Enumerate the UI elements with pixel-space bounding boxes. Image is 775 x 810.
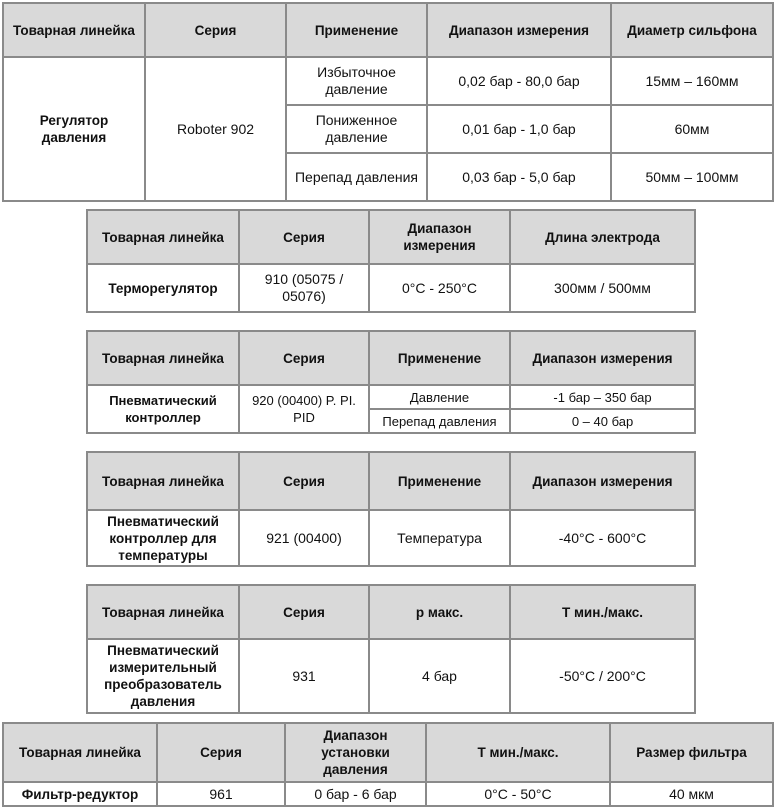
t-min-max-cell: -50°C / 200°C <box>510 639 695 713</box>
col-measuring-range: Диапазон измерения <box>427 3 611 57</box>
diameter-cell: 50мм – 100мм <box>611 153 773 201</box>
p-max-cell: 4 бар <box>369 639 510 713</box>
product-line-cell: Пневматический измерительный преобразователь давления <box>87 639 239 713</box>
range-cell: 0,03 бар - 5,0 бар <box>427 153 611 201</box>
col-electrode-length: Длина электрода <box>510 210 695 264</box>
electrode-length-cell: 300мм / 500мм <box>510 264 695 312</box>
col-bellows-diameter: Диаметр сильфона <box>611 3 773 57</box>
col-product-line: Товарная линейка <box>87 452 239 510</box>
filter-size-cell: 40 мкм <box>610 782 773 806</box>
series-cell: 961 <box>157 782 285 806</box>
pressure-setting-cell: 0 бар - 6 бар <box>285 782 426 806</box>
range-cell: 0°C - 250°C <box>369 264 510 312</box>
pneumatic-controller-table <box>86 330 696 434</box>
col-application: Применение <box>369 331 510 385</box>
col-t-min-max: T мин./макс. <box>426 723 610 782</box>
pressure-transducer-table <box>86 584 696 714</box>
col-pressure-setting-range: Диапазон установки давления <box>285 723 426 782</box>
range-cell: 0 – 40 бар <box>510 409 695 433</box>
col-product-line: Товарная линейка <box>87 331 239 385</box>
series-cell: 921 (00400) <box>239 510 369 566</box>
col-product-line: Товарная линейка <box>87 585 239 639</box>
filter-regulator-table <box>2 722 774 807</box>
product-line-cell: Пневматический контроллер для температуры <box>87 510 239 566</box>
temperature-controller-table <box>86 451 696 567</box>
col-measuring-range: Диапазон измерения <box>510 331 695 385</box>
col-series: Серия <box>157 723 285 782</box>
t-min-max-cell: 0°C - 50°C <box>426 782 610 806</box>
series-cell: 920 (00400) P. PI. PID <box>239 385 369 433</box>
application-cell: Температура <box>369 510 510 566</box>
application-cell: Давление <box>369 385 510 409</box>
series-cell: Roboter 902 <box>145 57 286 201</box>
col-product-line: Товарная линейка <box>3 3 145 57</box>
range-cell: 0,02 бар - 80,0 бар <box>427 57 611 105</box>
thermoregulator-table <box>86 209 696 313</box>
application-cell: Пониженное давление <box>286 105 427 153</box>
col-series: Серия <box>239 585 369 639</box>
col-filter-size: Размер фильтра <box>610 723 773 782</box>
application-cell: Перепад давления <box>369 409 510 433</box>
product-line-cell: Регулятор давления <box>3 57 145 201</box>
col-series: Серия <box>145 3 286 57</box>
application-cell: Избыточное давление <box>286 57 427 105</box>
col-t-min-max: T мин./макс. <box>510 585 695 639</box>
range-cell: 0,01 бар - 1,0 бар <box>427 105 611 153</box>
series-cell: 910 (05075 / 05076) <box>239 264 369 312</box>
col-application: Применение <box>286 3 427 57</box>
col-p-max: p макс. <box>369 585 510 639</box>
pressure-regulator-table <box>2 2 774 202</box>
col-series: Серия <box>239 331 369 385</box>
application-cell: Перепад давления <box>286 153 427 201</box>
diameter-cell: 60мм <box>611 105 773 153</box>
col-measuring-range: Диапазон измерения <box>510 452 695 510</box>
col-application: Применение <box>369 452 510 510</box>
col-series: Серия <box>239 210 369 264</box>
product-line-cell: Терморегулятор <box>87 264 239 312</box>
series-cell: 931 <box>239 639 369 713</box>
col-measuring-range: Диапазон измерения <box>369 210 510 264</box>
product-line-cell: Пневматический контроллер <box>87 385 239 433</box>
product-line-cell: Фильтр-редуктор <box>3 782 157 806</box>
diameter-cell: 15мм – 160мм <box>611 57 773 105</box>
col-product-line: Товарная линейка <box>3 723 157 782</box>
col-product-line: Товарная линейка <box>87 210 239 264</box>
range-cell: -40°C - 600°C <box>510 510 695 566</box>
col-series: Серия <box>239 452 369 510</box>
range-cell: -1 бар – 350 бар <box>510 385 695 409</box>
